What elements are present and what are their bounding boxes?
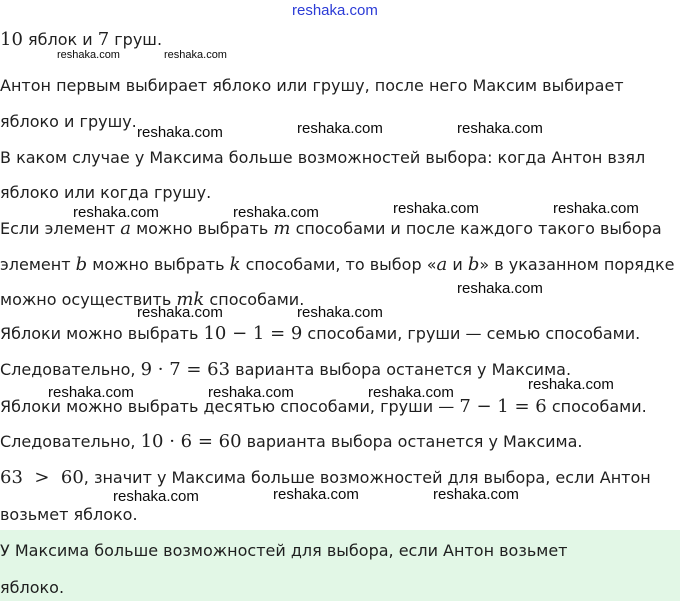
math-var: k bbox=[229, 254, 241, 275]
watermark: reshaka.com bbox=[297, 120, 383, 137]
solution-line-4 bbox=[0, 432, 582, 452]
text: способами, то выбор « bbox=[240, 255, 437, 274]
math-var: m bbox=[273, 218, 291, 239]
watermark: reshaka.com bbox=[457, 120, 543, 137]
math-number: 7 bbox=[97, 29, 110, 50]
solution-line-2 bbox=[0, 360, 571, 380]
watermark-small: reshaka.com bbox=[57, 49, 120, 61]
solution-line-1 bbox=[0, 324, 640, 344]
text: можно выбрать bbox=[87, 255, 230, 274]
text: » в указанном порядке bbox=[479, 255, 675, 274]
math-expression: 63 > 60 bbox=[0, 467, 84, 488]
problem-line-1 bbox=[0, 30, 162, 50]
text: яблок и bbox=[22, 30, 98, 49]
text: варианта выбора останется у Максима. bbox=[241, 432, 583, 451]
text: Яблоки можно выбрать bbox=[0, 324, 204, 343]
watermark: reshaka.com bbox=[137, 304, 223, 321]
watermark: reshaka.com bbox=[553, 200, 639, 217]
math-var: a bbox=[120, 218, 131, 239]
solution-line-5 bbox=[0, 468, 651, 488]
watermark: reshaka.com bbox=[433, 486, 519, 503]
problem-line-4: В каком случае у Максима больше возможностей выбора: когда Антон взял bbox=[0, 148, 646, 167]
text: можно осуществить bbox=[0, 290, 177, 309]
text: элемент bbox=[0, 255, 76, 274]
rule-line-1 bbox=[0, 219, 662, 239]
text: , значит у Максима больше возможностей для выбора, если Антон bbox=[83, 468, 651, 487]
watermark: reshaka.com bbox=[48, 384, 134, 401]
text: груш. bbox=[109, 30, 163, 49]
watermark: reshaka.com bbox=[528, 376, 614, 393]
text: Яблоки можно выбрать десятью способами, груши — bbox=[0, 397, 460, 416]
watermark: reshaka.com bbox=[297, 304, 383, 321]
problem-line-3: яблоко и грушу. bbox=[0, 112, 137, 131]
math-number: 10 bbox=[0, 29, 23, 50]
math-expression: 10 − 1 = 9 bbox=[203, 323, 303, 344]
text: и bbox=[447, 255, 468, 274]
watermark: reshaka.com bbox=[393, 200, 479, 217]
text: способами. bbox=[546, 397, 647, 416]
watermark: reshaka.com bbox=[113, 488, 199, 505]
math-var: mk bbox=[176, 289, 205, 310]
watermark: reshaka.com bbox=[137, 124, 223, 141]
text: Следовательно, bbox=[0, 432, 141, 451]
math-expression: 9 · 7 = 63 bbox=[140, 359, 231, 380]
math-var: b bbox=[75, 254, 88, 275]
math-expression: 10 · 6 = 60 bbox=[140, 431, 242, 452]
problem-line-2: Антон первым выбирает яблоко или грушу, после него Максим выбирает bbox=[0, 76, 624, 95]
watermark: reshaka.com bbox=[208, 384, 294, 401]
watermark: reshaka.com bbox=[233, 204, 319, 221]
watermark: reshaka.com bbox=[273, 486, 359, 503]
watermark: reshaka.com bbox=[368, 384, 454, 401]
watermark: reshaka.com bbox=[457, 280, 543, 297]
watermark: reshaka.com bbox=[73, 204, 159, 221]
text: способами. bbox=[204, 290, 305, 309]
text: можно выбрать bbox=[130, 219, 274, 238]
answer-box bbox=[0, 530, 680, 601]
text: варианта выбора останется у Максима. bbox=[230, 360, 572, 379]
problem-line-5: яблоко или когда грушу. bbox=[0, 183, 212, 202]
math-var: a bbox=[436, 254, 448, 275]
text: способами и после каждого такого выбора bbox=[290, 219, 662, 238]
answer-line-2: яблоко. bbox=[0, 578, 65, 597]
text: Следовательно, bbox=[0, 360, 141, 379]
text: способами, груши — семью способами. bbox=[302, 324, 641, 343]
watermark-top: reshaka.com bbox=[292, 2, 378, 19]
math-expression: 7 − 1 = 6 bbox=[459, 396, 547, 417]
solution-line-6: возьмет яблоко. bbox=[0, 505, 138, 524]
answer-line-1: У Максима больше возможностей для выбора, если Антон возьмет bbox=[0, 541, 568, 560]
solution-line-3 bbox=[0, 397, 647, 417]
watermark-small: reshaka.com bbox=[164, 49, 227, 61]
text: Если элемент bbox=[0, 219, 121, 238]
rule-line-2 bbox=[0, 255, 674, 275]
math-var: b bbox=[467, 254, 480, 275]
